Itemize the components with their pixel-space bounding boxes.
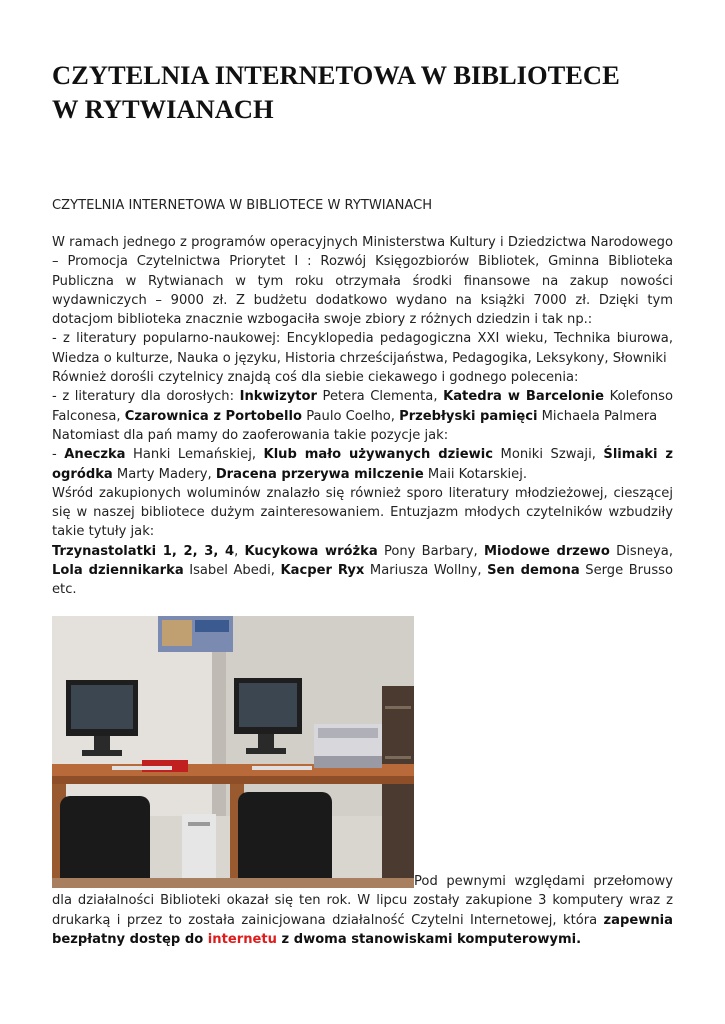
book-title: Dracena przerywa milczenie bbox=[215, 466, 424, 482]
closing-bold-text-2: z dwoma stanowiskami komputerowymi. bbox=[276, 931, 582, 947]
computer-room-photo bbox=[52, 616, 414, 888]
popsci-line: - z literatury popularno-naukowej: Encyklopedia pedagogiczna XXI wieku, Technika biurowa, Wiedza o kulturze, Nauka o języku, Historia chrześcijaństwa, Pedagogika, Leksykony, Słowniki bbox=[52, 331, 673, 366]
article-body bbox=[52, 233, 673, 600]
women-intro: Natomiast dla pań mamy do zaoferowania takie pozycje jak: bbox=[52, 427, 449, 443]
intro-paragraph: W ramach jednego z programów operacyjnych Ministerstwa Kultury i Dziedzictwa Narodowego – Promocja Czytelnictwa Priorytet I : Rozwój Księgozbiorów Bibliotek, Gminna Biblioteka Publiczna w Rytwianach w tym roku otrzymała środki finansowe na zakup nowości wydawniczych – 9000 zł. Z budżetu dodatkowo wydano na książki 7000 zł. Dzięki tym dotacjom biblioteka znacznie wzbogaciła swoje zbiory z różnych dziedzin i tak np.: bbox=[52, 235, 673, 328]
book-title: Przebłyski pamięci bbox=[399, 408, 538, 424]
youth-books: Trzynastolatki 1, 2, 3, 4, Kucykowa wróżka Pony Barbary, Miodowe drzewo Disneya, Lola dziennikarka Isabel Abedi, Kacper Ryx Mariusza Wollny, Sen demona Serge Brusso etc. bbox=[52, 543, 674, 598]
title-line-2: W RYTWIANACH bbox=[52, 94, 274, 124]
youth-paragraph: Wśród zakupionych woluminów znalazło się również sporo literatury młodzieżowej, cieszącej się w naszej bibliotece dużym zainteresowaniem. Entuzjazm młodych czytelników wzbudziły takie tytuły jak: bbox=[52, 485, 673, 540]
book-title: Miodowe drzewo bbox=[483, 543, 610, 559]
article-subtitle: CZYTELNIA INTERNETOWA W BIBLIOTECE W RYTWIANACH bbox=[52, 198, 433, 213]
closing-bold-text: zapewnia bezpłatny dostęp do bbox=[52, 912, 673, 947]
women-books: - Aneczka Hanki Lemańskiej, Klub mało używanych dziewic Moniki Szwaji, Ślimaki z ogródka Marty Madery, Dracena przerywa milczenie Maii Kotarskiej. bbox=[52, 447, 674, 482]
book-title: Katedra w Barcelonie bbox=[443, 389, 605, 405]
page-title bbox=[52, 58, 692, 126]
book-title: Trzynastolatki 1, 2, 3, 4 bbox=[52, 543, 235, 559]
book-title: Czarownica z Portobello bbox=[124, 408, 303, 424]
internet-link[interactable]: internetu bbox=[207, 931, 277, 947]
book-title: Klub mało używanych dziewic bbox=[263, 447, 494, 463]
closing-paragraph: Pod pewnymi względami przełomowy dla działalności Biblioteki okazał się ten rok. W lipcu zostały zakupione 3 komputery wraz z drukarką i przez to została zainicjowana działalność Czytelni Internetowej, która zapewnia bezpłatny dostęp do internetu z dwoma stanowiskami komputerowymi. bbox=[52, 874, 673, 947]
book-title: Lola dziennikarka bbox=[52, 563, 184, 579]
book-title: Kacper Ryx bbox=[280, 563, 365, 579]
book-title: Inkwizytor bbox=[239, 389, 317, 405]
book-title: Kucykowa wróżka bbox=[244, 543, 378, 559]
title-line-1: CZYTELNIA INTERNETOWA W BIBLIOTECE bbox=[52, 60, 620, 90]
book-title: Ślimaki z ogródka bbox=[52, 447, 674, 482]
adults-intro: Również dorośli czytelnicy znajdą coś dla siebie ciekawego i godnego polecenia: bbox=[52, 370, 579, 386]
adults-books: - z literatury dla dorosłych: Inkwizytor Petera Clementa, Katedra w Barcelonie Kolefonso Falconesa, Czarownica z Portobello Paulo Coelho, Przebłyski pamięci Michaela Palmera bbox=[52, 389, 674, 424]
book-title: Sen demona bbox=[487, 563, 580, 579]
book-title: Aneczka bbox=[64, 447, 126, 463]
